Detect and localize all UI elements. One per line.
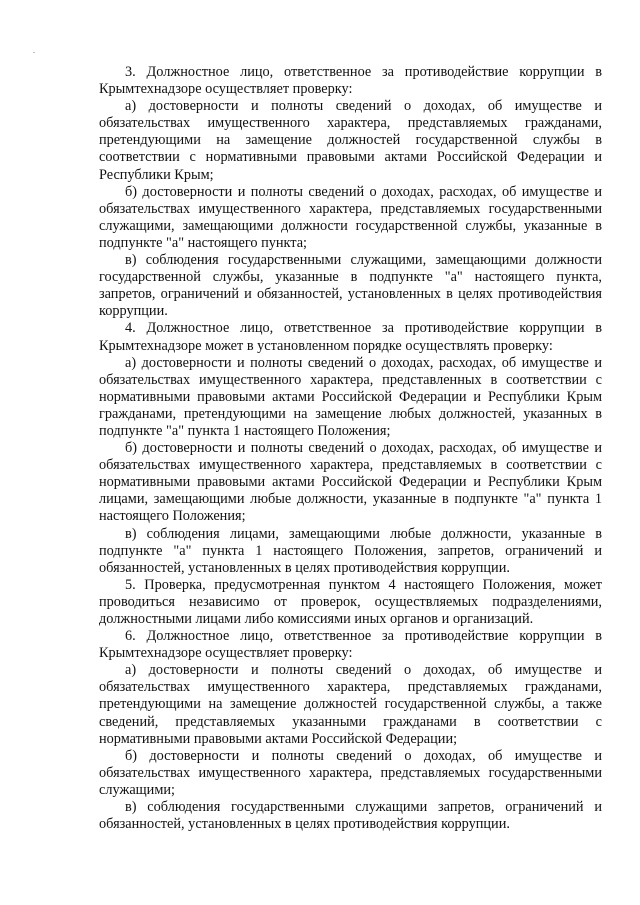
document-body (99, 64, 602, 833)
paragraph-3b: б) достоверности и полноты сведений о доходах, расходах, об имуществе и обязательствах имущественного характера, представляемых государственными служащими, замещающими должности государственной службы, указанные в подпункте "а" настоящего пункта; (99, 183, 602, 251)
paragraph-6v: в) соблюдения государственными служащими запретов, ограничений и обязанностей, установленных в целях противодействия коррупции. (99, 799, 602, 833)
paragraph-5: 5. Проверка, предусмотренная пунктом 4 настоящего Положения, может проводиться независимо от проверок, осуществляемых подразделениями, должностными лицами либо комиссиями иных органов и организаций. (99, 576, 602, 627)
paragraph-4v: в) соблюдения лицами, замещающими любые должности, указанные в подпункте "а" пункта 1 настоящего Положения, запретов, ограничений и обязанностей, установленных в целях противодействия коррупции. (99, 525, 602, 576)
paragraph-6: 6. Должностное лицо, ответственное за противодействие коррупции в Крымтехнадзоре осуществляет проверку: (99, 628, 602, 662)
paragraph-4a: а) достоверности и полноты сведений о доходах, расходах, об имуществе и обязательствах имущественного характера, представленных в соответствии с нормативными правовыми актами Российской Федерации и Республики Крым гражданами, претендующими на замещение любых должностей, указанных в подпункте "а" пункта 1 настоящего Положения; (99, 354, 602, 439)
paragraph-3: 3. Должностное лицо, ответственное за противодействие коррупции в Крымтехнадзоре осуществляет проверку: (99, 64, 602, 98)
scan-speck (33, 52, 35, 53)
paragraph-4b: б) достоверности и полноты сведений о доходах, расходах, об имуществе и обязательствах имущественного характера, представляемых в соответствии с нормативными правовыми актами Российской Федерации и Республики Крым лицами, замещающими любые должности, указанные в подпункте "а" пункта 1 настоящего Положения; (99, 440, 602, 525)
paragraph-3a: а) достоверности и полноты сведений о доходах, об имуществе и обязательствах имущественного характера, представляемых гражданами, претендующими на замещение должностей государственной службы в соответствии с нормативными правовыми актами Российской Федерации и Республики Крым; (99, 98, 602, 183)
paragraph-4: 4. Должностное лицо, ответственное за противодействие коррупции в Крымтехнадзоре может в установленном порядке осуществлять проверку: (99, 320, 602, 354)
paragraph-6b: б) достоверности и полноты сведений о доходах, об имуществе и обязательствах имущественного характера, представляемых государственными служащими; (99, 747, 602, 798)
paragraph-6a: а) достоверности и полноты сведений о доходах, об имуществе и обязательствах имущественного характера, представляемых гражданами, претендующими на замещение должностей государственной службы, а также сведений, представляемых указанными гражданами в соответствии с нормативными правовыми актами Российской Федерации; (99, 662, 602, 747)
paragraph-3v: в) соблюдения государственными служащими, замещающими должности государственной службы, указанные в подпункте "а" настоящего пункта, запретов, ограничений и обязанностей, установленных в целях противодействия коррупции. (99, 252, 602, 320)
